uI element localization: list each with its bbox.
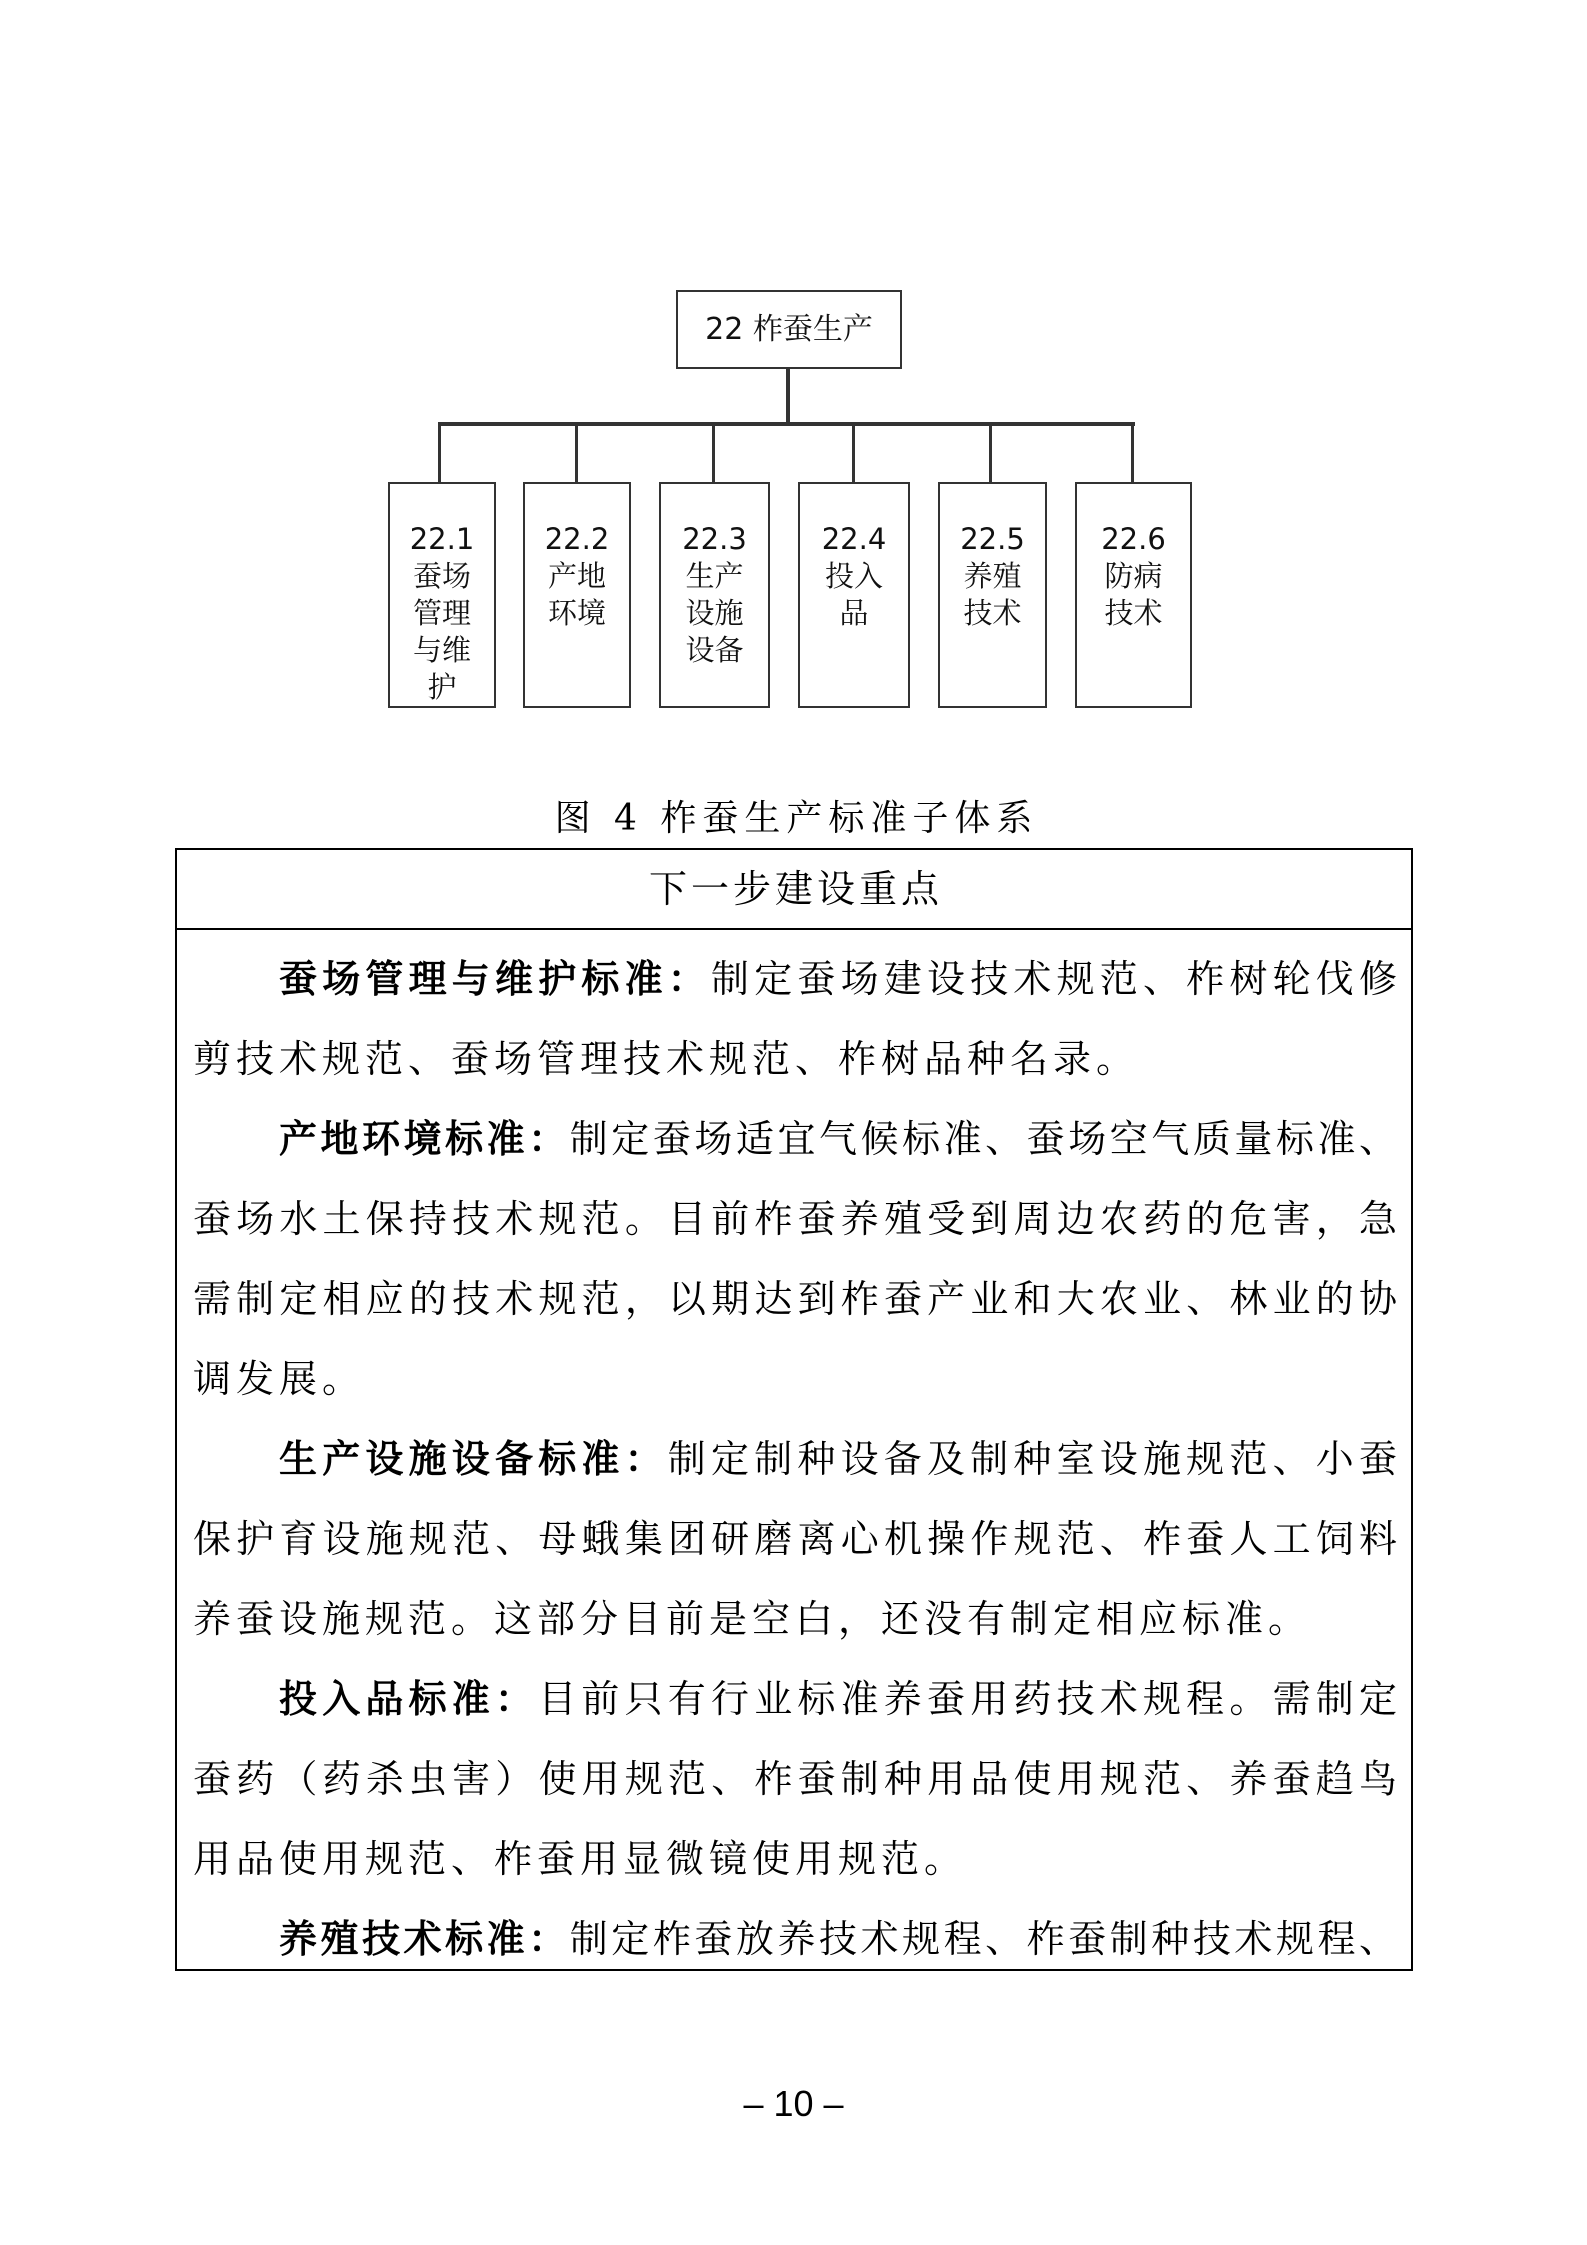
paragraph-term: 蚕场管理与维护标准： — [279, 956, 711, 1001]
root-node-label: 22 柞蚕生产 — [705, 312, 873, 347]
node-label-line: 设备 — [685, 633, 744, 667]
node-code: 22.2 — [544, 522, 610, 556]
figure-caption: 图 4 柞蚕生产标准子体系 — [554, 798, 1039, 839]
paragraph-term: 生产设施设备标准： — [279, 1436, 668, 1481]
connector-trunk — [786, 369, 790, 426]
paragraph-term: 养殖技术标准： — [279, 1916, 570, 1961]
node-code: 22.6 — [1101, 522, 1166, 556]
node-label-line: 产地 — [547, 559, 606, 593]
connector-branch-3 — [712, 424, 715, 482]
node-label-line: 设施 — [685, 596, 744, 630]
table-header: 下一步建设重点 — [648, 867, 943, 911]
paragraph-line — [193, 939, 1397, 1019]
paragraph-text: 制定柞蚕放养技术规程、柞蚕制种技术规程、 — [569, 1917, 1397, 1961]
paragraph-text: 制定蚕场适宜气候标准、蚕场空气质量标准、 — [569, 1117, 1397, 1161]
node-label-line: 环境 — [547, 596, 606, 630]
connector-branch-2 — [575, 424, 578, 482]
node-label-line: 技术 — [963, 596, 1022, 630]
paragraph-line — [193, 1659, 1397, 1739]
node-label-line: 防病 — [1104, 559, 1163, 593]
paragraph-text: 制定制种设备及制种室设施规范、小蚕 — [667, 1437, 1397, 1481]
node-label-line: 护 — [427, 670, 457, 704]
paragraph-line: 用品使用规范、柞蚕用显微镜使用规范。 — [193, 1837, 968, 1881]
node-code: 22.3 — [682, 522, 747, 556]
paragraph-line — [193, 1099, 1397, 1179]
node-label-line: 蚕场 — [412, 559, 471, 593]
connector-branch-5 — [989, 424, 992, 482]
connector-bar — [438, 422, 1135, 426]
node-label-line: 管理 — [412, 596, 471, 630]
paragraph-line: 蚕场水土保持技术规范。目前柞蚕养殖受到周边农药的危害，急 — [193, 1197, 1397, 1241]
node-label-line: 品 — [839, 596, 869, 630]
paragraph-term: 产地环境标准： — [279, 1116, 570, 1161]
paragraph-line: 蚕药（药杀虫害）使用规范、柞蚕制种用品使用规范、养蚕趋鸟 — [193, 1757, 1397, 1801]
connector-branch-4 — [852, 424, 855, 482]
paragraph-text: 制定蚕场建设技术规范、柞树轮伐修 — [711, 957, 1397, 1001]
page-number: – 10 – — [743, 2083, 844, 2124]
paragraph-line — [193, 1419, 1397, 1499]
table-header-divider — [175, 928, 1413, 930]
paragraph-text: 目前只有行业标准养蚕用药技术规程。需制定 — [538, 1677, 1397, 1721]
connector-branch-1 — [438, 424, 441, 482]
node-label-line: 技术 — [1104, 596, 1163, 630]
node-code: 22.1 — [409, 522, 475, 556]
paragraph-term: 投入品标准： — [279, 1676, 539, 1721]
paragraph-line: 养蚕设施规范。这部分目前是空白，还没有制定相应标准。 — [193, 1597, 1312, 1641]
node-label-line: 投入 — [824, 559, 883, 593]
node-label-line: 生产 — [685, 559, 744, 593]
node-code: 22.4 — [821, 522, 887, 556]
connector-branch-6 — [1131, 424, 1134, 482]
paragraph-line: 需制定相应的技术规范，以期达到柞蚕产业和大农业、林业的协 — [193, 1277, 1397, 1321]
diagram-node-22-5 — [938, 482, 1047, 708]
diagram-node-22-3 — [659, 482, 770, 708]
node-label-line: 与维 — [412, 633, 471, 667]
node-code: 22.5 — [960, 522, 1025, 556]
diagram-node-22-2 — [523, 482, 631, 708]
diagram-node-22-6 — [1075, 482, 1192, 708]
paragraph-line: 保护育设施规范、母蛾集团研磨离心机操作规范、柞蚕人工饲料 — [193, 1517, 1397, 1561]
paragraph-line — [193, 1899, 1397, 1979]
diagram-root-node — [676, 290, 902, 369]
node-label-line: 养殖 — [963, 559, 1022, 593]
diagram-node-22-1 — [388, 482, 496, 708]
paragraph-line: 调发展。 — [193, 1357, 366, 1401]
diagram-node-22-4 — [798, 482, 910, 708]
paragraph-line: 剪技术规范、蚕场管理技术规范、柞树品种名录。 — [193, 1037, 1140, 1081]
